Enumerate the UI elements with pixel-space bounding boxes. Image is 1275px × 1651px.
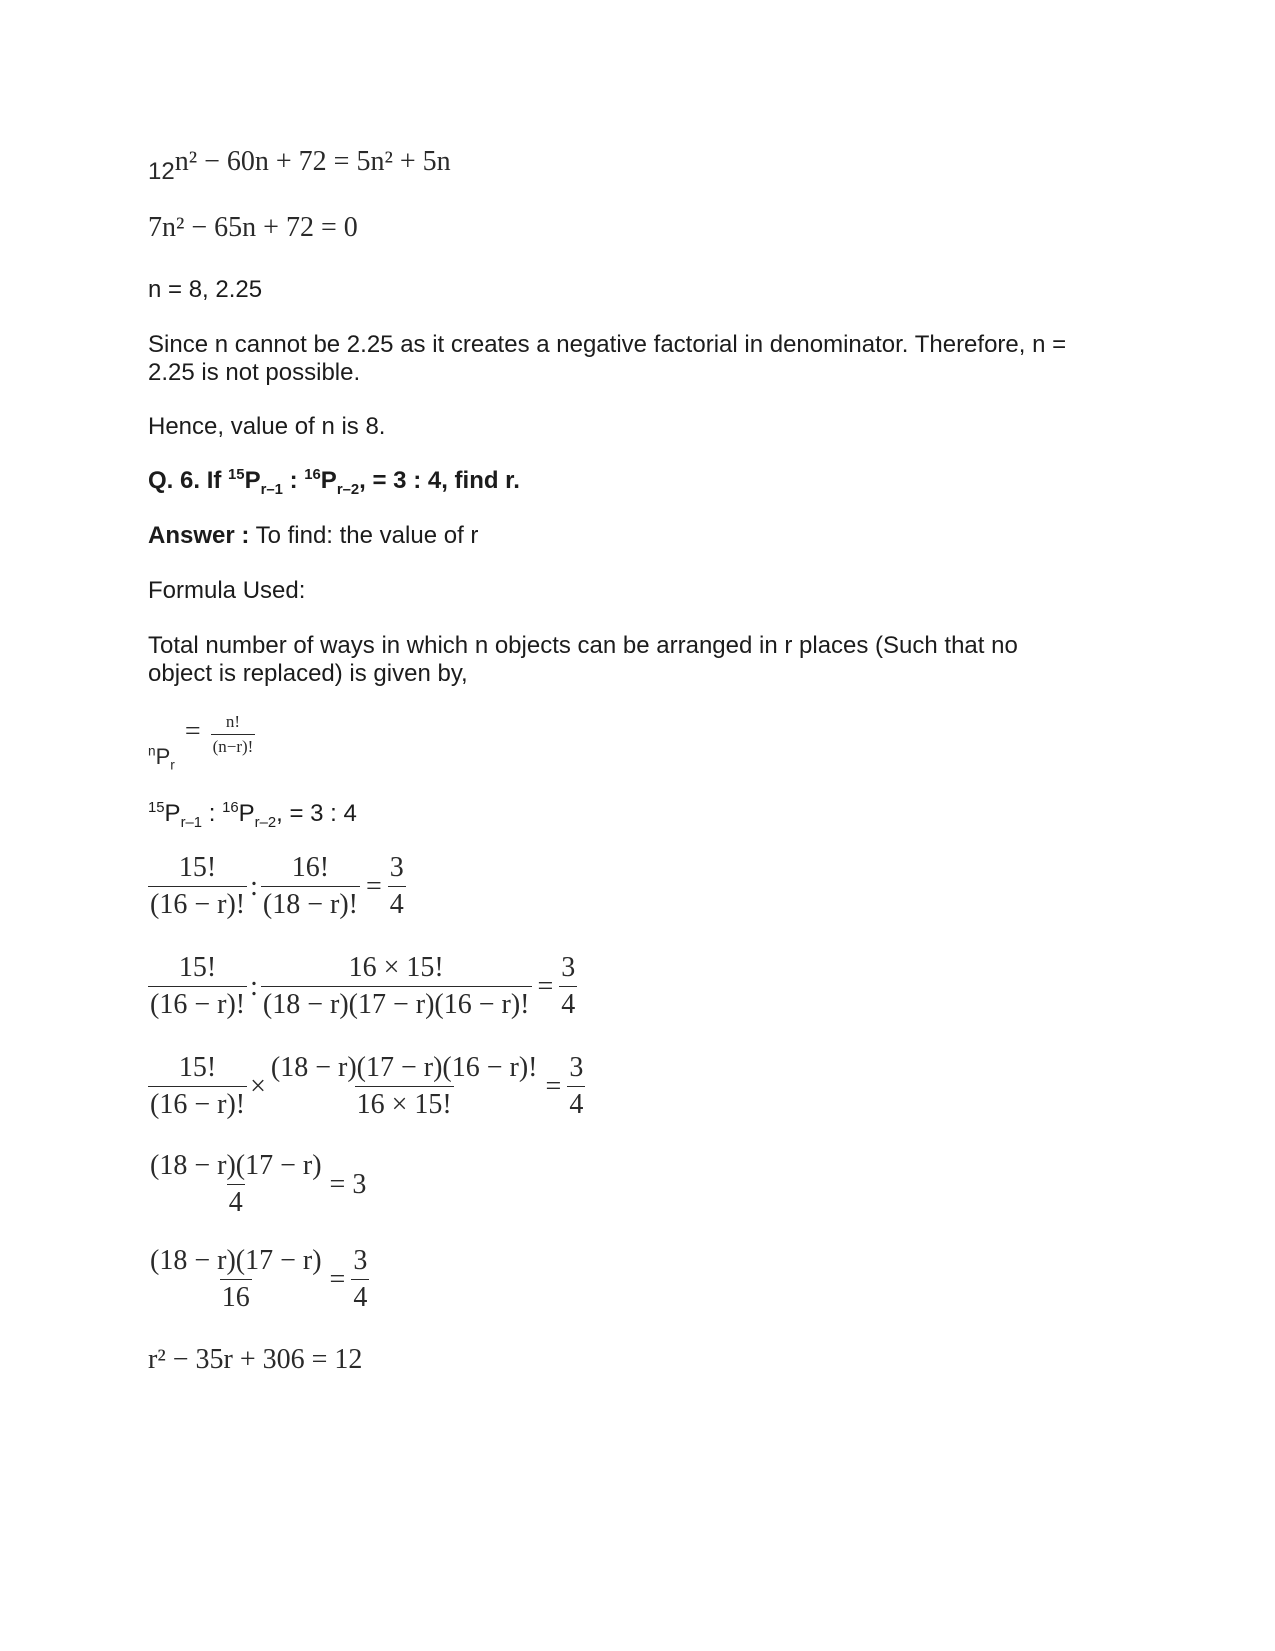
answer-text: To find: the value of r (249, 522, 479, 549)
step-2-fraction-1 (148, 952, 247, 1021)
answer-label: Answer : (148, 522, 250, 549)
npr-symbol (148, 743, 175, 773)
question-sub-1: r–1 (260, 481, 283, 498)
formula-used-label: Formula Used: (148, 577, 306, 604)
question-prefix: Q. 6. If (148, 467, 229, 494)
step-1-fraction-1 (148, 852, 247, 921)
numerator: 15! (178, 952, 217, 983)
explanation-paragraph: Since n cannot be 2.25 as it creates a negative factorial in denominator. Therefore, n = 2.25 is not possible. (148, 331, 1067, 386)
equals: = (537, 970, 554, 1002)
numerator: 3 (389, 852, 404, 883)
numerator: 16 × 15! (348, 952, 444, 983)
step-6-equation: r² − 35r + 306 = 12 (148, 1344, 363, 1375)
denominator: 16 × 15! (355, 1086, 454, 1121)
equation-text: n² − 60n + 72 = 5n² + 5n (174, 146, 451, 177)
question-sup-1: 15 (228, 467, 245, 483)
numerator: 15! (178, 852, 217, 883)
ratio-p-2: P (238, 800, 255, 827)
equation-line-1 (148, 146, 451, 185)
equals: = (545, 1070, 562, 1102)
denominator: (16 − r)! (148, 986, 247, 1021)
step-5-fraction (148, 1245, 324, 1314)
npr-denominator: (n−r)! (211, 734, 256, 757)
times: × (250, 1070, 266, 1102)
question-sup-2: 16 (304, 467, 321, 483)
step-3-ratio (567, 1052, 585, 1121)
numerator: (18 − r)(17 − r) (150, 1150, 322, 1181)
npr-n: n (148, 743, 156, 759)
equation-prefix: 12 (148, 158, 175, 185)
equals: = (329, 1263, 346, 1295)
step-3-equation (148, 1052, 585, 1121)
numerator: (18 − r)(17 − r) (150, 1245, 322, 1276)
colon: : (250, 870, 258, 902)
npr-fraction (211, 712, 256, 757)
numerator: 3 (353, 1245, 368, 1276)
equals: = (365, 870, 382, 902)
denominator: 4 (227, 1184, 245, 1219)
npr-numerator: n! (225, 712, 241, 731)
question-p-2: P (320, 467, 337, 494)
npr-r: r (170, 757, 175, 773)
step-3-fraction-2 (269, 1052, 540, 1121)
step-1-fraction-2 (261, 852, 360, 921)
ratio-sub-1: r–1 (180, 814, 203, 831)
denominator: (18 − r)! (261, 886, 360, 921)
denominator: (16 − r)! (148, 1086, 247, 1121)
question-colon: : (282, 467, 305, 494)
denominator: (16 − r)! (148, 886, 247, 921)
numerator: 16! (291, 852, 330, 883)
npr-p: P (155, 744, 171, 769)
conclusion-text: Hence, value of n is 8. (148, 413, 386, 440)
denominator: 4 (351, 1279, 369, 1314)
equation-line-2: 7n² − 65n + 72 = 0 (148, 212, 358, 243)
formula-description: Total number of ways in which n objects can be arranged in r places (Such that no object is replaced) is given by, (148, 632, 1018, 687)
question-suffix: , = 3 : 4, find r. (359, 467, 520, 494)
denominator: 4 (388, 886, 406, 921)
numerator: 15! (178, 1052, 217, 1083)
colon: : (250, 970, 258, 1002)
step-1-equation (148, 852, 406, 921)
numerator: (18 − r)(17 − r)(16 − r)! (270, 1052, 538, 1083)
step-5-equation (148, 1245, 369, 1314)
step-2-equation (148, 952, 577, 1021)
step-4-equation (148, 1150, 372, 1219)
npr-equals: = (184, 716, 201, 747)
step-4-fraction (148, 1150, 324, 1219)
ratio-end: , = 3 : 4 (276, 800, 357, 827)
denominator: 4 (559, 986, 577, 1021)
denominator: (18 − r)(17 − r)(16 − r)! (261, 986, 532, 1021)
step-5-ratio (351, 1245, 369, 1314)
ratio-sub-2: r–2 (254, 814, 277, 831)
question-6-heading (148, 467, 520, 498)
answer-line (148, 522, 478, 550)
question-p-1: P (244, 467, 261, 494)
solutions-text: n = 8, 2.25 (148, 276, 263, 303)
step-2-fraction-2 (261, 952, 532, 1021)
denominator: 16 (220, 1279, 252, 1314)
numerator: 3 (561, 952, 576, 983)
step-3-fraction-1 (148, 1052, 247, 1121)
denominator: 4 (567, 1086, 585, 1121)
step-2-ratio (559, 952, 577, 1021)
ratio-p-1: P (164, 800, 181, 827)
step-1-ratio (388, 852, 406, 921)
ratio-colon: : (202, 800, 223, 827)
ratio-line (148, 800, 357, 831)
ratio-sup-2: 16 (222, 800, 239, 816)
npr-formula (148, 710, 255, 773)
question-sub-2: r–2 (336, 481, 360, 498)
equals-three: = 3 (329, 1168, 367, 1200)
numerator: 3 (569, 1052, 584, 1083)
ratio-sup-1: 15 (148, 800, 165, 816)
